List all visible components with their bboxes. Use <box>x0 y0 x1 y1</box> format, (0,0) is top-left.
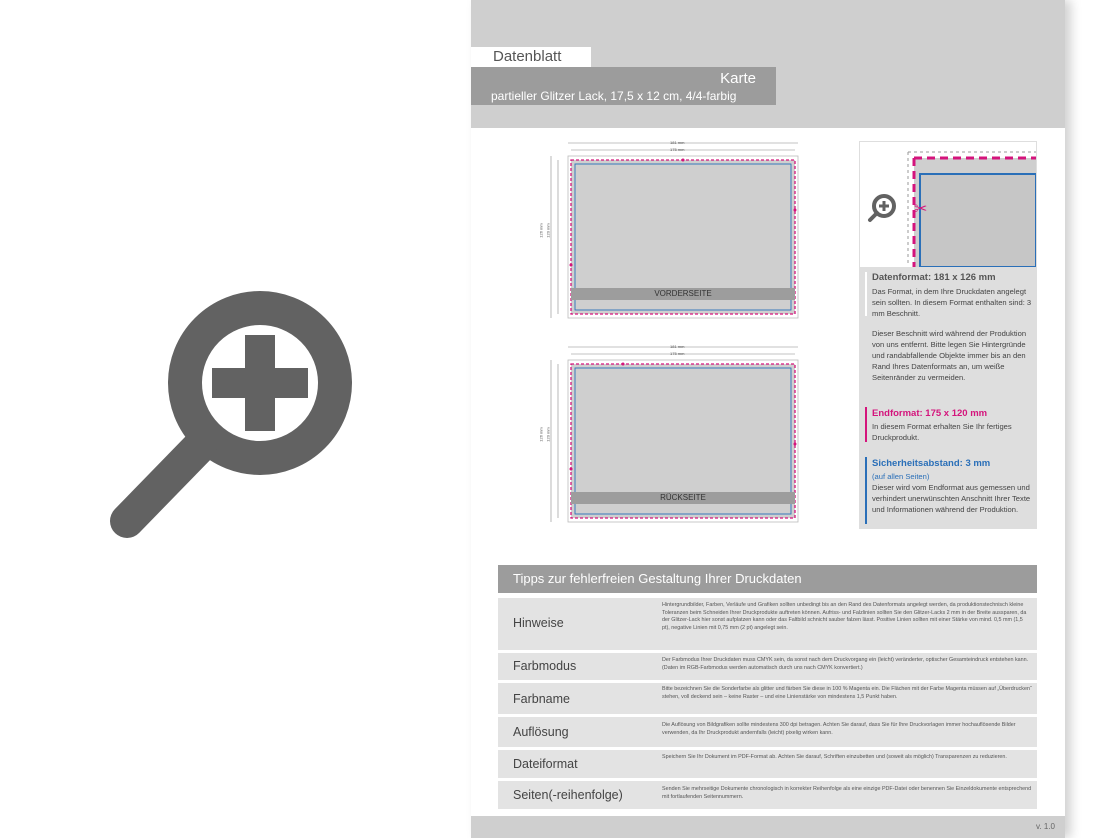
sicherheit-sub: (auf allen Seiten) <box>872 472 930 481</box>
front-card-diagram <box>538 140 803 325</box>
tip-text: Der Farbmodus Ihrer Druckdaten muss CMYK sein, da sonst nach dem Druckvorgang ein (leicht) veränderter, optischer Gesamteindruck entstehen kann. (Daten im RGB-Farbmodus werden automatisch durch uns nach CMYK konvertiert.) <box>662 657 1029 671</box>
tip-text: Hintergrundbilder, Farben, Verläufe und Grafiken sollten unbedingt bis an den Rand des Datenformats angelegt werden, da produktionstechnisch kleine Toleranzen beim Schneiden Ihrer Druckprodukte auftreten können. Aufriss- und Falzlinien sollten Sie den Glitzer-Lacks 2 mm in der Breite aussparen, da der Glitzer-Lack hier sonst aufplatzen kann oder das Faltbild schnicht sauber falzen lässt. Positive Linien sollten mit einer Stärke von mind. 0,5 mm (1,5 pt), negative Linien mit 0,75 mm (2 pt) angelegt sein. <box>662 602 1027 631</box>
title-bar <box>471 67 776 105</box>
tip-row <box>498 653 1037 680</box>
corner-zoom-preview <box>860 142 1036 267</box>
zoom-in-icon[interactable] <box>105 283 360 553</box>
tip-text: Die Auflösung von Bildgrafiken sollte mindestens 300 dpi betragen. Achten Sie darauf, dass Sie für Ihre Druckvorlagen immer hochauflösende Bilder verwenden, da Ihr Druckprodukt andernfalls (leicht) pixelig wirken kann. <box>662 722 1016 736</box>
outer-height-label: 126 mm <box>538 427 544 442</box>
front-side-label: VORDERSEITE <box>571 288 795 300</box>
tip-label: Auflösung <box>513 725 569 739</box>
back-side-label: RÜCKSEITE <box>571 492 795 504</box>
tip-row <box>498 717 1037 747</box>
footer-band <box>471 816 1065 838</box>
datasheet-tab: Datenblatt <box>471 47 591 67</box>
datenformat-title: Datenformat: 181 x 126 mm <box>872 272 996 283</box>
tip-row <box>498 683 1037 714</box>
beschnitt-text: Dieser Beschnitt wird während der Produktion von uns entfernt. Bitte legen Sie Hintergründe und randabfallende Objekte immer bis an den Rand Ihres Datenformats an, um weiße Seitenränder zu vermeiden. <box>872 329 1027 382</box>
endformat-text: In diesem Format erhalten Sie Ihr fertiges Druckprodukt. <box>872 422 1012 442</box>
tip-text: Senden Sie mehrseitige Dokumente chronologisch in korrekter Reihenfolge als eine einzige PDF-Datei oder benennen Sie Einzeldokumente entsprechend mit fortlaufenden Seitennummern. <box>662 786 1032 800</box>
back-card-diagram <box>538 344 803 529</box>
product-subtitle: partieller Glitzer Lack, 17,5 x 12 cm, 4/4-farbig <box>491 89 737 103</box>
outer-height-label: 126 mm <box>538 223 544 238</box>
svg-text:✂: ✂ <box>914 199 928 218</box>
tip-text: Bitte bezeichnen Sie die Sonderfarbe als glitter und färben Sie diese in 100 % Magenta ein. Die Flächen mit der Farbe Magenta müssen auf „Überdrucken“ stehen, voll deckend sein – keine Raster – und eine Linienstärke von mindestens 1,5 Punkt haben. <box>662 686 1032 700</box>
inner-width-label: 175 mm <box>670 351 685 356</box>
endformat-title: Endformat: 175 x 120 mm <box>872 408 988 419</box>
outer-width-label: 181 mm <box>670 140 685 145</box>
tip-row <box>498 598 1037 650</box>
tip-label: Farbname <box>513 692 570 706</box>
tip-text: Speichern Sie Ihr Dokument im PDF-Format ab. Achten Sie darauf, Schriften einzubetten und (soweit als möglich) Transparenzen zu reduzieren. <box>662 754 1007 760</box>
datasheet-page <box>471 0 1065 838</box>
tip-label: Dateiformat <box>513 757 578 771</box>
tip-row <box>498 781 1037 809</box>
sicherheit-text: Dieser wird vom Endformat aus gemessen und verhindert unerwünschten Anschnitt Ihrer Texte und Informationen während der Produktion. <box>872 483 1031 514</box>
tip-label: Seiten(-reihenfolge) <box>513 788 623 802</box>
inner-height-label: 120 mm <box>545 223 551 238</box>
datenformat-text: Das Format, in dem Ihre Druckdaten angelegt sein sollten. In diesem Format enthalten sind: 3 mm Beschnitt. <box>872 287 1032 318</box>
version-label: v. 1.0 <box>1036 822 1055 831</box>
sicherheit-title: Sicherheitsabstand: 3 mm <box>872 458 991 469</box>
inner-height-label: 120 mm <box>545 427 551 442</box>
tip-label: Hinweise <box>513 616 564 630</box>
tip-label: Farbmodus <box>513 659 577 673</box>
product-title: Karte <box>720 70 756 87</box>
tips-heading: Tipps zur fehlerfreien Gestaltung Ihrer Druckdaten <box>498 565 1037 593</box>
tip-row <box>498 750 1037 778</box>
inner-width-label: 175 mm <box>670 147 685 152</box>
info-panel <box>859 141 1037 529</box>
outer-width-label: 181 mm <box>670 344 685 349</box>
